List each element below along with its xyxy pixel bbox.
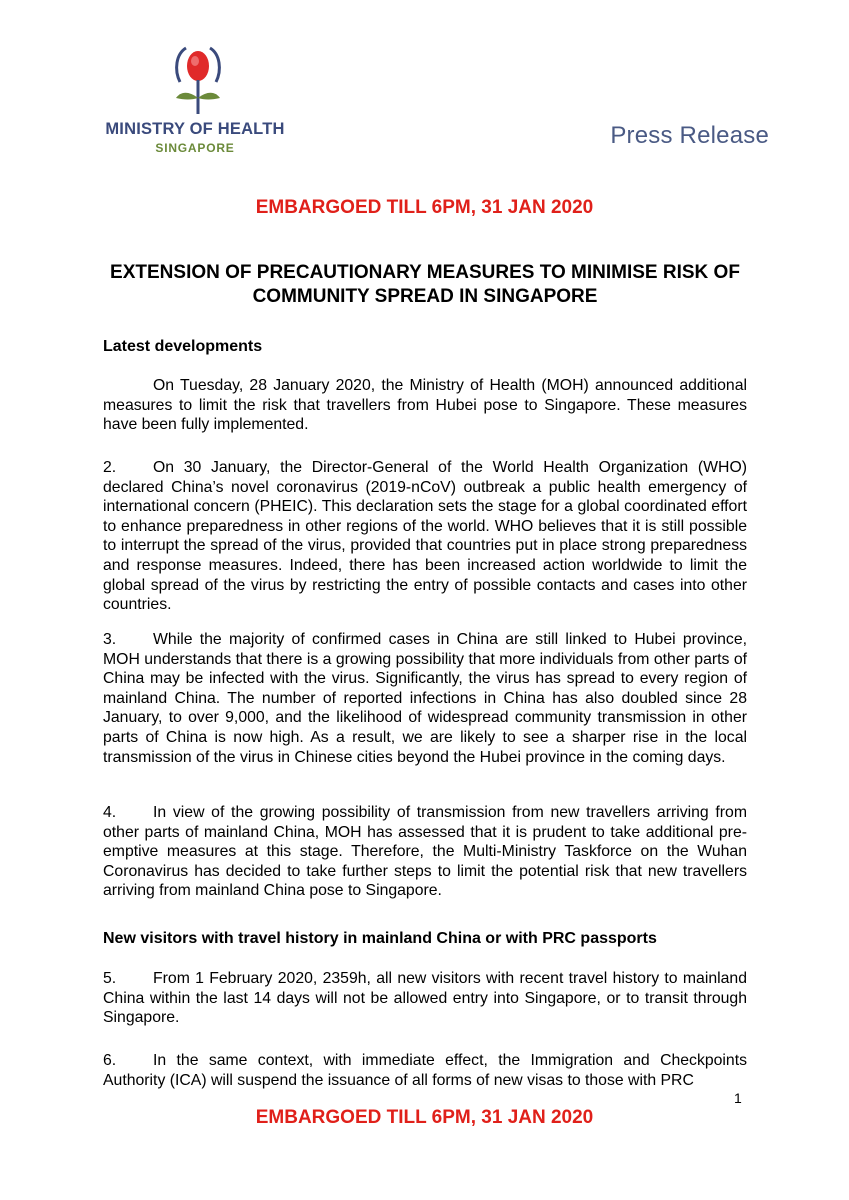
moh-logo-icon (166, 40, 230, 120)
doc-type-label: Press Release (610, 122, 769, 149)
paragraph-5 (103, 969, 747, 1028)
paragraph-number: 5. (103, 970, 117, 987)
paragraph-text: On 30 January, the Director-General of the World Health Organization (WHO) declared China’s novel coronavirus (2019-nCoV) outbreak a public health emergency of international concern (PHEIC). This declaration sets the stage for a global coordinated effort to enhance preparedness in other regions of the world. WHO believes that it is still possible to interrupt the spread of the virus, provided that countries put in place strong preparedness and response measures. Indeed, there has been increased action worldwide to limit the global spread of the virus by restricting the entry of possible contacts and cases into other countries. (103, 459, 747, 614)
section-heading-new-visitors: New visitors with travel history in mainland China or with PRC passports (103, 930, 657, 947)
paragraph-4 (103, 803, 747, 901)
paragraph-1 (103, 376, 747, 435)
page-title: EXTENSION OF PRECAUTIONARY MEASURES TO MINIMISE RISK OF COMMUNITY SPREAD IN SINGAPORE (110, 262, 740, 307)
paragraph-3 (103, 630, 747, 767)
moh-logo-text (100, 120, 290, 155)
paragraph-6 (103, 1051, 747, 1090)
embargo-notice-bottom: EMBARGOED TILL 6PM, 31 JAN 2020 (255, 1107, 594, 1128)
paragraph-number: 3. (103, 631, 117, 648)
paragraph-number: 6. (103, 1052, 117, 1069)
embargo-notice-top: EMBARGOED TILL 6PM, 31 JAN 2020 (255, 197, 594, 218)
paragraph-number: 4. (103, 804, 117, 821)
logo-subtitle: SINGAPORE (155, 141, 235, 155)
logo-title: MINISTRY OF HEALTH (105, 120, 285, 138)
paragraph-number: 2. (103, 459, 117, 476)
paragraph-text: On Tuesday, 28 January 2020, the Ministry of Health (MOH) announced additional measures to limit the risk that travellers from Hubei pose to Singapore. These measures have been fully implemented. (103, 377, 747, 434)
page-number: 1 (734, 1090, 742, 1106)
paragraph-2 (103, 458, 747, 615)
paragraph-text: From 1 February 2020, 2359h, all new visitors with recent travel history to mainland China within the last 14 days will not be allowed entry into Singapore, or to transit through Singapore. (103, 970, 747, 1027)
paragraph-text: In the same context, with immediate effect, the Immigration and Checkpoints Authority (ICA) will suspend the issuance of all forms of new visas to those with PRC (103, 1052, 747, 1089)
paragraph-text: While the majority of confirmed cases in China are still linked to Hubei province, MOH understands that there is a growing possibility that more individuals from other parts of China may be infected with the virus. Significantly, the virus has spread to every region of mainland China. The number of reported infections in China has also doubled since 28 January, to over 9,000, and the likelihood of widespread community transmission in other parts of China is now high. As a result, we are likely to see a sharper rise in the local transmission of the virus in Chinese cities beyond the Hubei province in the coming days. (103, 631, 747, 766)
section-heading-latest: Latest developments (103, 338, 263, 355)
paragraph-text: In view of the growing possibility of transmission from new travellers arriving from other parts of mainland China, MOH has assessed that it is prudent to take additional pre-emptive measures at this stage. Therefore, the Multi-Ministry Taskforce on the Wuhan Coronavirus has decided to take further steps to limit the potential risk that new travellers arriving from mainland China pose to Singapore. (103, 804, 747, 900)
